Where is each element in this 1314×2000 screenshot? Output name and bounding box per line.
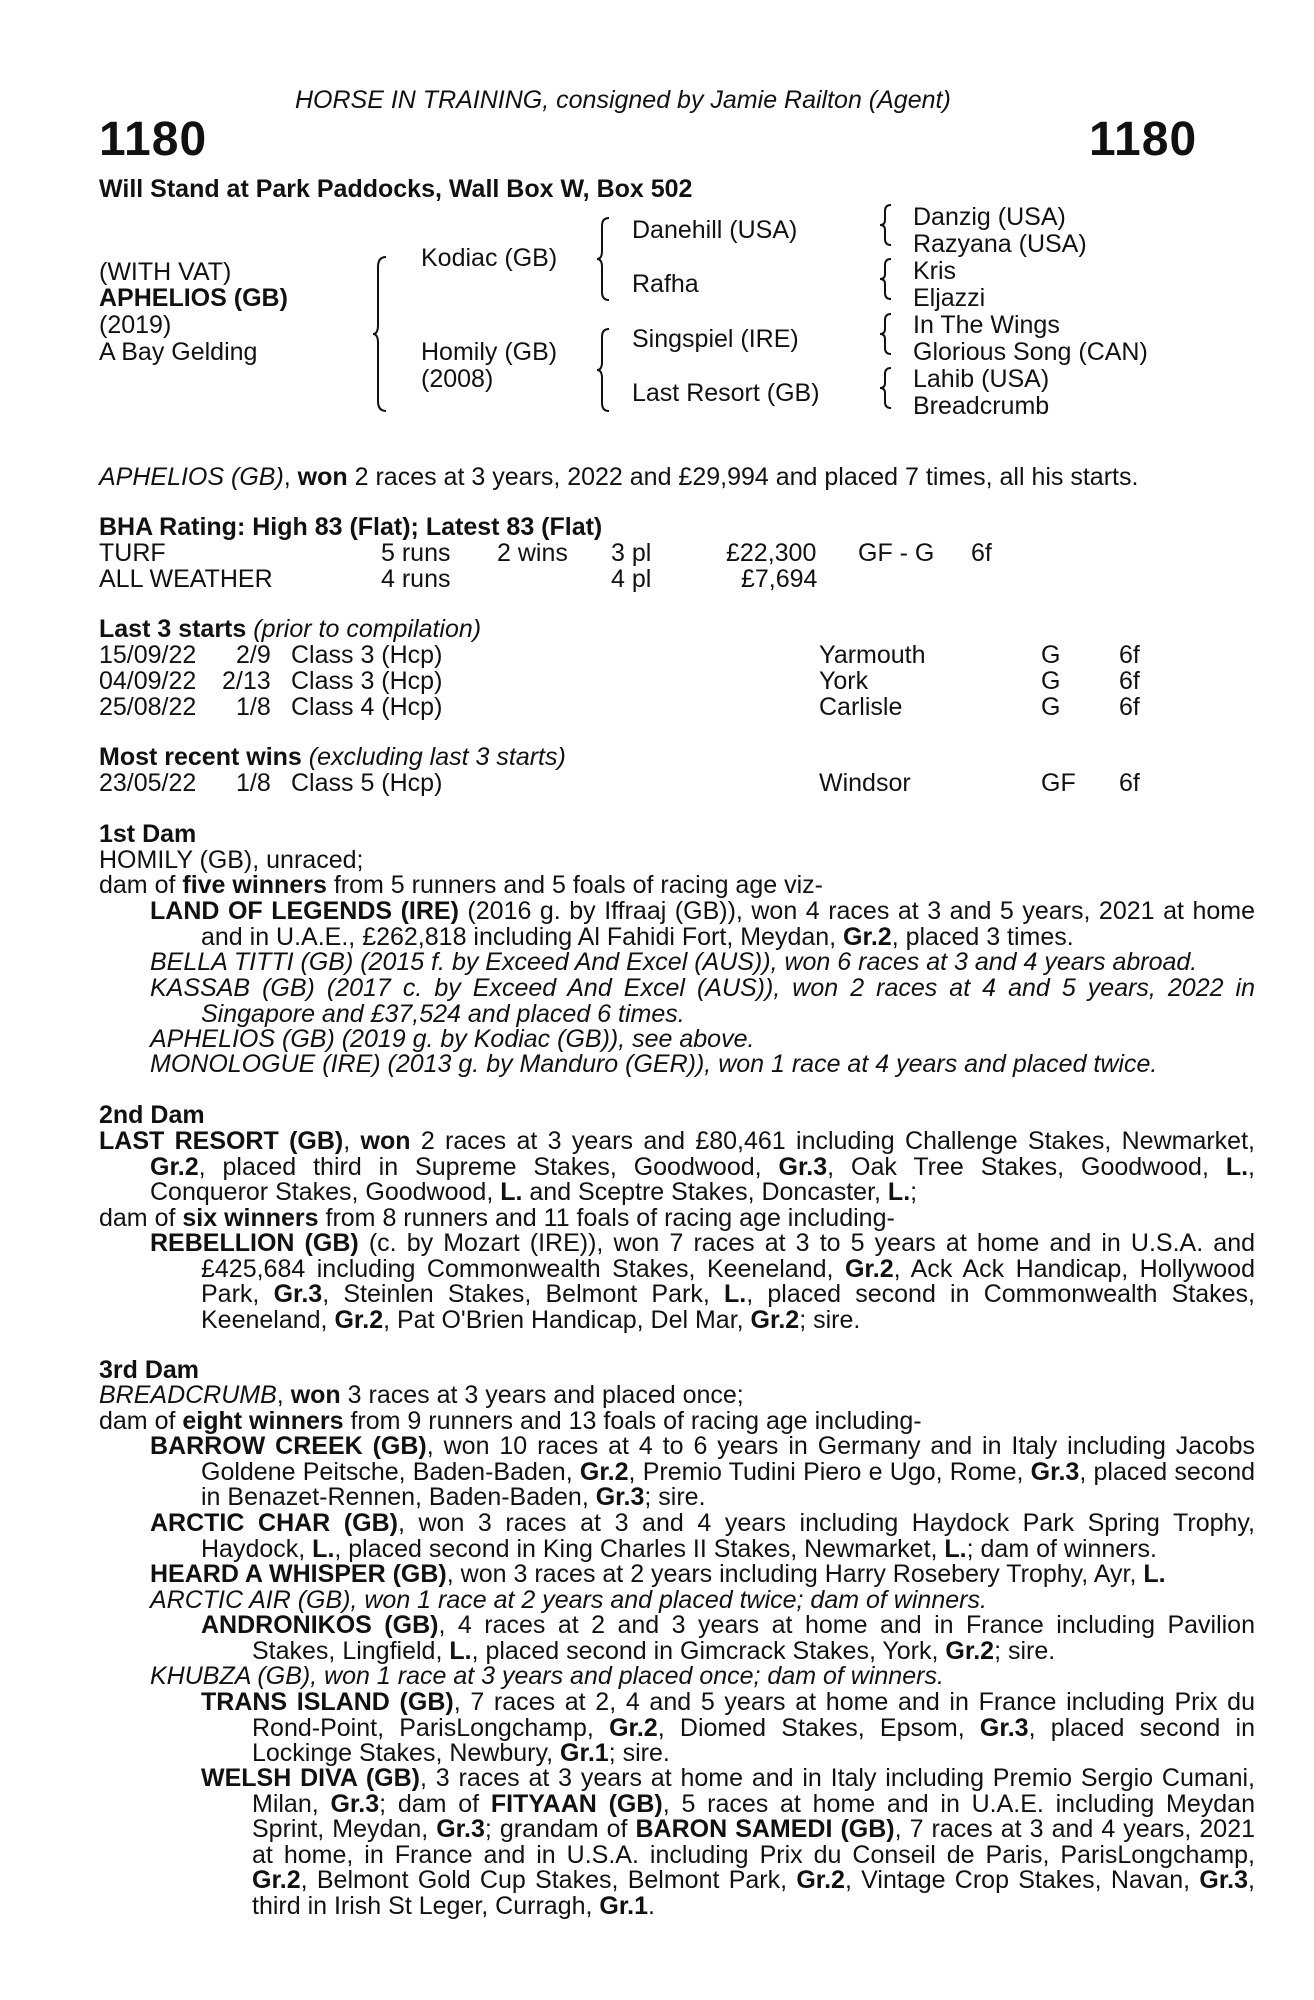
pedigree-brace-dam bbox=[596, 327, 614, 413]
pedigree-brace-danehill bbox=[879, 203, 895, 247]
dam1-line1: HOMILY (GB), unraced; bbox=[99, 846, 364, 874]
pedigree-brace-sire bbox=[596, 216, 614, 302]
consignor-line: HORSE IN TRAINING, consigned by Jamie Railton (Agent) bbox=[295, 86, 951, 114]
dam1-progeny-land-of-legends: LAND OF LEGENDS (IRE) (2016 g. by Iffraaj (GB)), won 4 races at 3 and 5 years, 2021 at home and in U.A.E., £262,818 including Al Fahidi Fort, Meydan, Gr.2, placed 3 times. bbox=[150, 897, 1255, 951]
dam3-progeny-arctic-char: ARCTIC CHAR (GB), won 3 races at 3 and 4 years including Haydock Park Spring Trophy, Haydock, L., placed second in King Charles II Stakes, Newmarket, L.; dam of winners. bbox=[150, 1509, 1255, 1563]
lot-number-right: 1180 bbox=[1089, 113, 1198, 166]
pedigree-gen3-4: Eljazzi bbox=[913, 284, 986, 312]
pedigree-brace-main bbox=[372, 255, 392, 413]
horse-name: APHELIOS (GB) bbox=[99, 284, 288, 312]
pedigree-gen3-8: Breadcrumb bbox=[913, 392, 1050, 420]
rating-row-turf: TURF 5 runs 2 wins 3 pl £22,300 GF - G 6f bbox=[99, 539, 992, 567]
last3-heading: Last 3 starts (prior to compilation) bbox=[99, 615, 482, 643]
dam1-progeny-bella-titti: BELLA TITTI (GB) (2015 f. by Exceed And Excel (AUS)), won 6 races at 3 and 4 years abroad. bbox=[150, 948, 1198, 976]
lot-number-left: 1180 bbox=[99, 113, 208, 166]
pedigree-dam-year: (2008) bbox=[421, 365, 494, 393]
dam1-progeny-aphelios: APHELIOS (GB) (2019 g. by Kodiac (GB)), see above. bbox=[150, 1025, 755, 1053]
dam3-damof: dam of eight winners from 9 runners and 13 foals of racing age including- bbox=[99, 1407, 922, 1435]
dam1-damof: dam of five winners from 5 runners and 5 foals of racing age viz- bbox=[99, 871, 823, 899]
dam2-record: LAST RESORT (GB), won 2 races at 3 years and £80,461 including Challenge Stakes, Newmarket, Gr.2, placed third in Supreme Stakes, Goodwood, Gr.3, Oak Tree Stakes, Goodwood, L., Conqueror Stakes, Goodwood, L. and Sceptre Stakes, Doncaster, L.; bbox=[99, 1127, 1255, 1207]
dam3-record: BREADCRUMB, won 3 races at 3 years and placed once; bbox=[99, 1381, 744, 1409]
pedigree-brace-last-resort bbox=[879, 366, 895, 410]
dam1-heading: 1st Dam bbox=[99, 820, 197, 848]
pedigree-gen3-2: Razyana (USA) bbox=[913, 230, 1087, 258]
pedigree-sire-sire: Danehill (USA) bbox=[632, 216, 798, 244]
pedigree-dam: Homily (GB) bbox=[421, 338, 558, 366]
pedigree-gen3-1: Danzig (USA) bbox=[913, 203, 1066, 231]
pedigree-gen3-3: Kris bbox=[913, 257, 957, 285]
dam3-grandprogeny-welsh-diva: WELSH DIVA (GB), 3 races at 3 years at home and in Italy including Premio Sergio Cumani, Milan, Gr.3; dam of FITYAAN (GB), 5 races at home and in U.A.E. including Meydan Sprint, Meydan, Gr.3; grandam of BARON SAMEDI (GB), 7 races at 3 and 4 years, 2021 at home, in France and in U.S.A. including Prix du Conseil de Paris, ParisLongchamp, Gr.2, Belmont Gold Cup Stakes, Belmont Park, Gr.2, Vintage Crop Stakes, Navan, Gr.3, third in Irish St Leger, Curragh, Gr.1. bbox=[201, 1764, 1256, 1920]
dam3-progeny-khubza: KHUBZA (GB), won 1 race at 3 years and placed once; dam of winners. bbox=[150, 1662, 944, 1690]
pedigree-gen3-7: Lahib (USA) bbox=[913, 365, 1050, 393]
pedigree-gen3-6: Glorious Song (CAN) bbox=[913, 338, 1148, 366]
pedigree-dam-dam: Last Resort (GB) bbox=[632, 379, 820, 407]
pedigree-dam-sire: Singspiel (IRE) bbox=[632, 325, 799, 353]
dam3-progeny-heard-a-whisper: HEARD A WHISPER (GB), won 3 races at 2 years including Harry Rosebery Trophy, Ayr, L. bbox=[150, 1560, 1166, 1588]
rating-row-all-weather: ALL WEATHER 4 runs 4 pl £7,694 bbox=[99, 565, 818, 593]
horse-year: (2019) bbox=[99, 311, 172, 339]
rating-heading: BHA Rating: High 83 (Flat); Latest 83 (Flat) bbox=[99, 513, 603, 541]
dam3-progeny-arctic-air: ARCTIC AIR (GB), won 1 race at 2 years and placed twice; dam of winners. bbox=[150, 1586, 987, 1614]
vat-label: (WITH VAT) bbox=[99, 258, 232, 286]
stabling-line: Will Stand at Park Paddocks, Wall Box W, Box 502 bbox=[99, 175, 693, 203]
pedigree-sire: Kodiac (GB) bbox=[421, 244, 558, 272]
last3-row-2: 04/09/22 2/13 Class 3 (Hcp) York G 6f bbox=[99, 667, 1140, 695]
pedigree-sire-dam: Rafha bbox=[632, 270, 699, 298]
pedigree-gen3-5: In The Wings bbox=[913, 311, 1060, 339]
recent-wins-heading: Most recent wins (excluding last 3 starts) bbox=[99, 743, 566, 771]
dam3-grandprogeny-trans-island: TRANS ISLAND (GB), 7 races at 2, 4 and 5 years at home and in France including Prix du Rond-Point, ParisLongchamp, Gr.2, Diomed Stakes, Epsom, Gr.3, placed second in Lockinge Stakes, Newbury, Gr.1; sire. bbox=[201, 1688, 1255, 1768]
last3-row-1: 15/09/22 2/9 Class 3 (Hcp) Yarmouth G 6f bbox=[99, 641, 1140, 669]
dam2-damof: dam of six winners from 8 runners and 11 foals of racing age including- bbox=[99, 1204, 895, 1232]
horse-description: A Bay Gelding bbox=[99, 338, 258, 366]
race-summary: APHELIOS (GB), won 2 races at 3 years, 2022 and £29,994 and placed 7 times, all his starts. bbox=[99, 463, 1139, 491]
dam1-progeny-kassab: KASSAB (GB) (2017 c. by Exceed And Excel (AUS)), won 2 races at 4 and 5 years, 2022 in Singapore and £37,524 and placed 6 times. bbox=[150, 974, 1255, 1028]
pedigree-brace-singspiel bbox=[879, 312, 895, 356]
pedigree-brace-rafha bbox=[879, 257, 895, 301]
dam1-progeny-monologue: MONOLOGUE (IRE) (2013 g. by Manduro (GER)), won 1 race at 4 years and placed twice. bbox=[150, 1050, 1158, 1078]
last3-row-3: 25/08/22 1/8 Class 4 (Hcp) Carlisle G 6f bbox=[99, 693, 1140, 721]
dam3-progeny-barrow-creek: BARROW CREEK (GB), won 10 races at 4 to 6 years in Germany and in Italy including Jacobs Goldene Peitsche, Baden-Baden, Gr.2, Premio Tudini Piero e Ugo, Rome, Gr.3, placed second in Benazet-Rennen, Baden-Baden, Gr.3; sire. bbox=[150, 1432, 1256, 1512]
dam3-grandprogeny-andronikos: ANDRONIKOS (GB), 4 races at 2 and 3 years at home and in France including Pavilion Stakes, Lingfield, L., placed second in Gimcrack Stakes, York, Gr.2; sire. bbox=[201, 1611, 1255, 1665]
dam2-progeny-rebellion: REBELLION (GB) (c. by Mozart (IRE)), won 7 races at 3 to 5 years at home and in U.S.A. and £425,684 including Commonwealth Stakes, Keeneland, Gr.2, Ack Ack Handicap, Hollywood Park, Gr.3, Steinlen Stakes, Belmont Park, L., placed second in Commonwealth Stakes, Keeneland, Gr.2, Pat O'Brien Handicap, Del Mar, Gr.2; sire. bbox=[150, 1229, 1255, 1334]
recent-wins-row-1: 23/05/22 1/8 Class 5 (Hcp) Windsor GF 6f bbox=[99, 769, 1140, 797]
dam3-heading: 3rd Dam bbox=[99, 1356, 200, 1384]
dam2-heading: 2nd Dam bbox=[99, 1101, 205, 1129]
